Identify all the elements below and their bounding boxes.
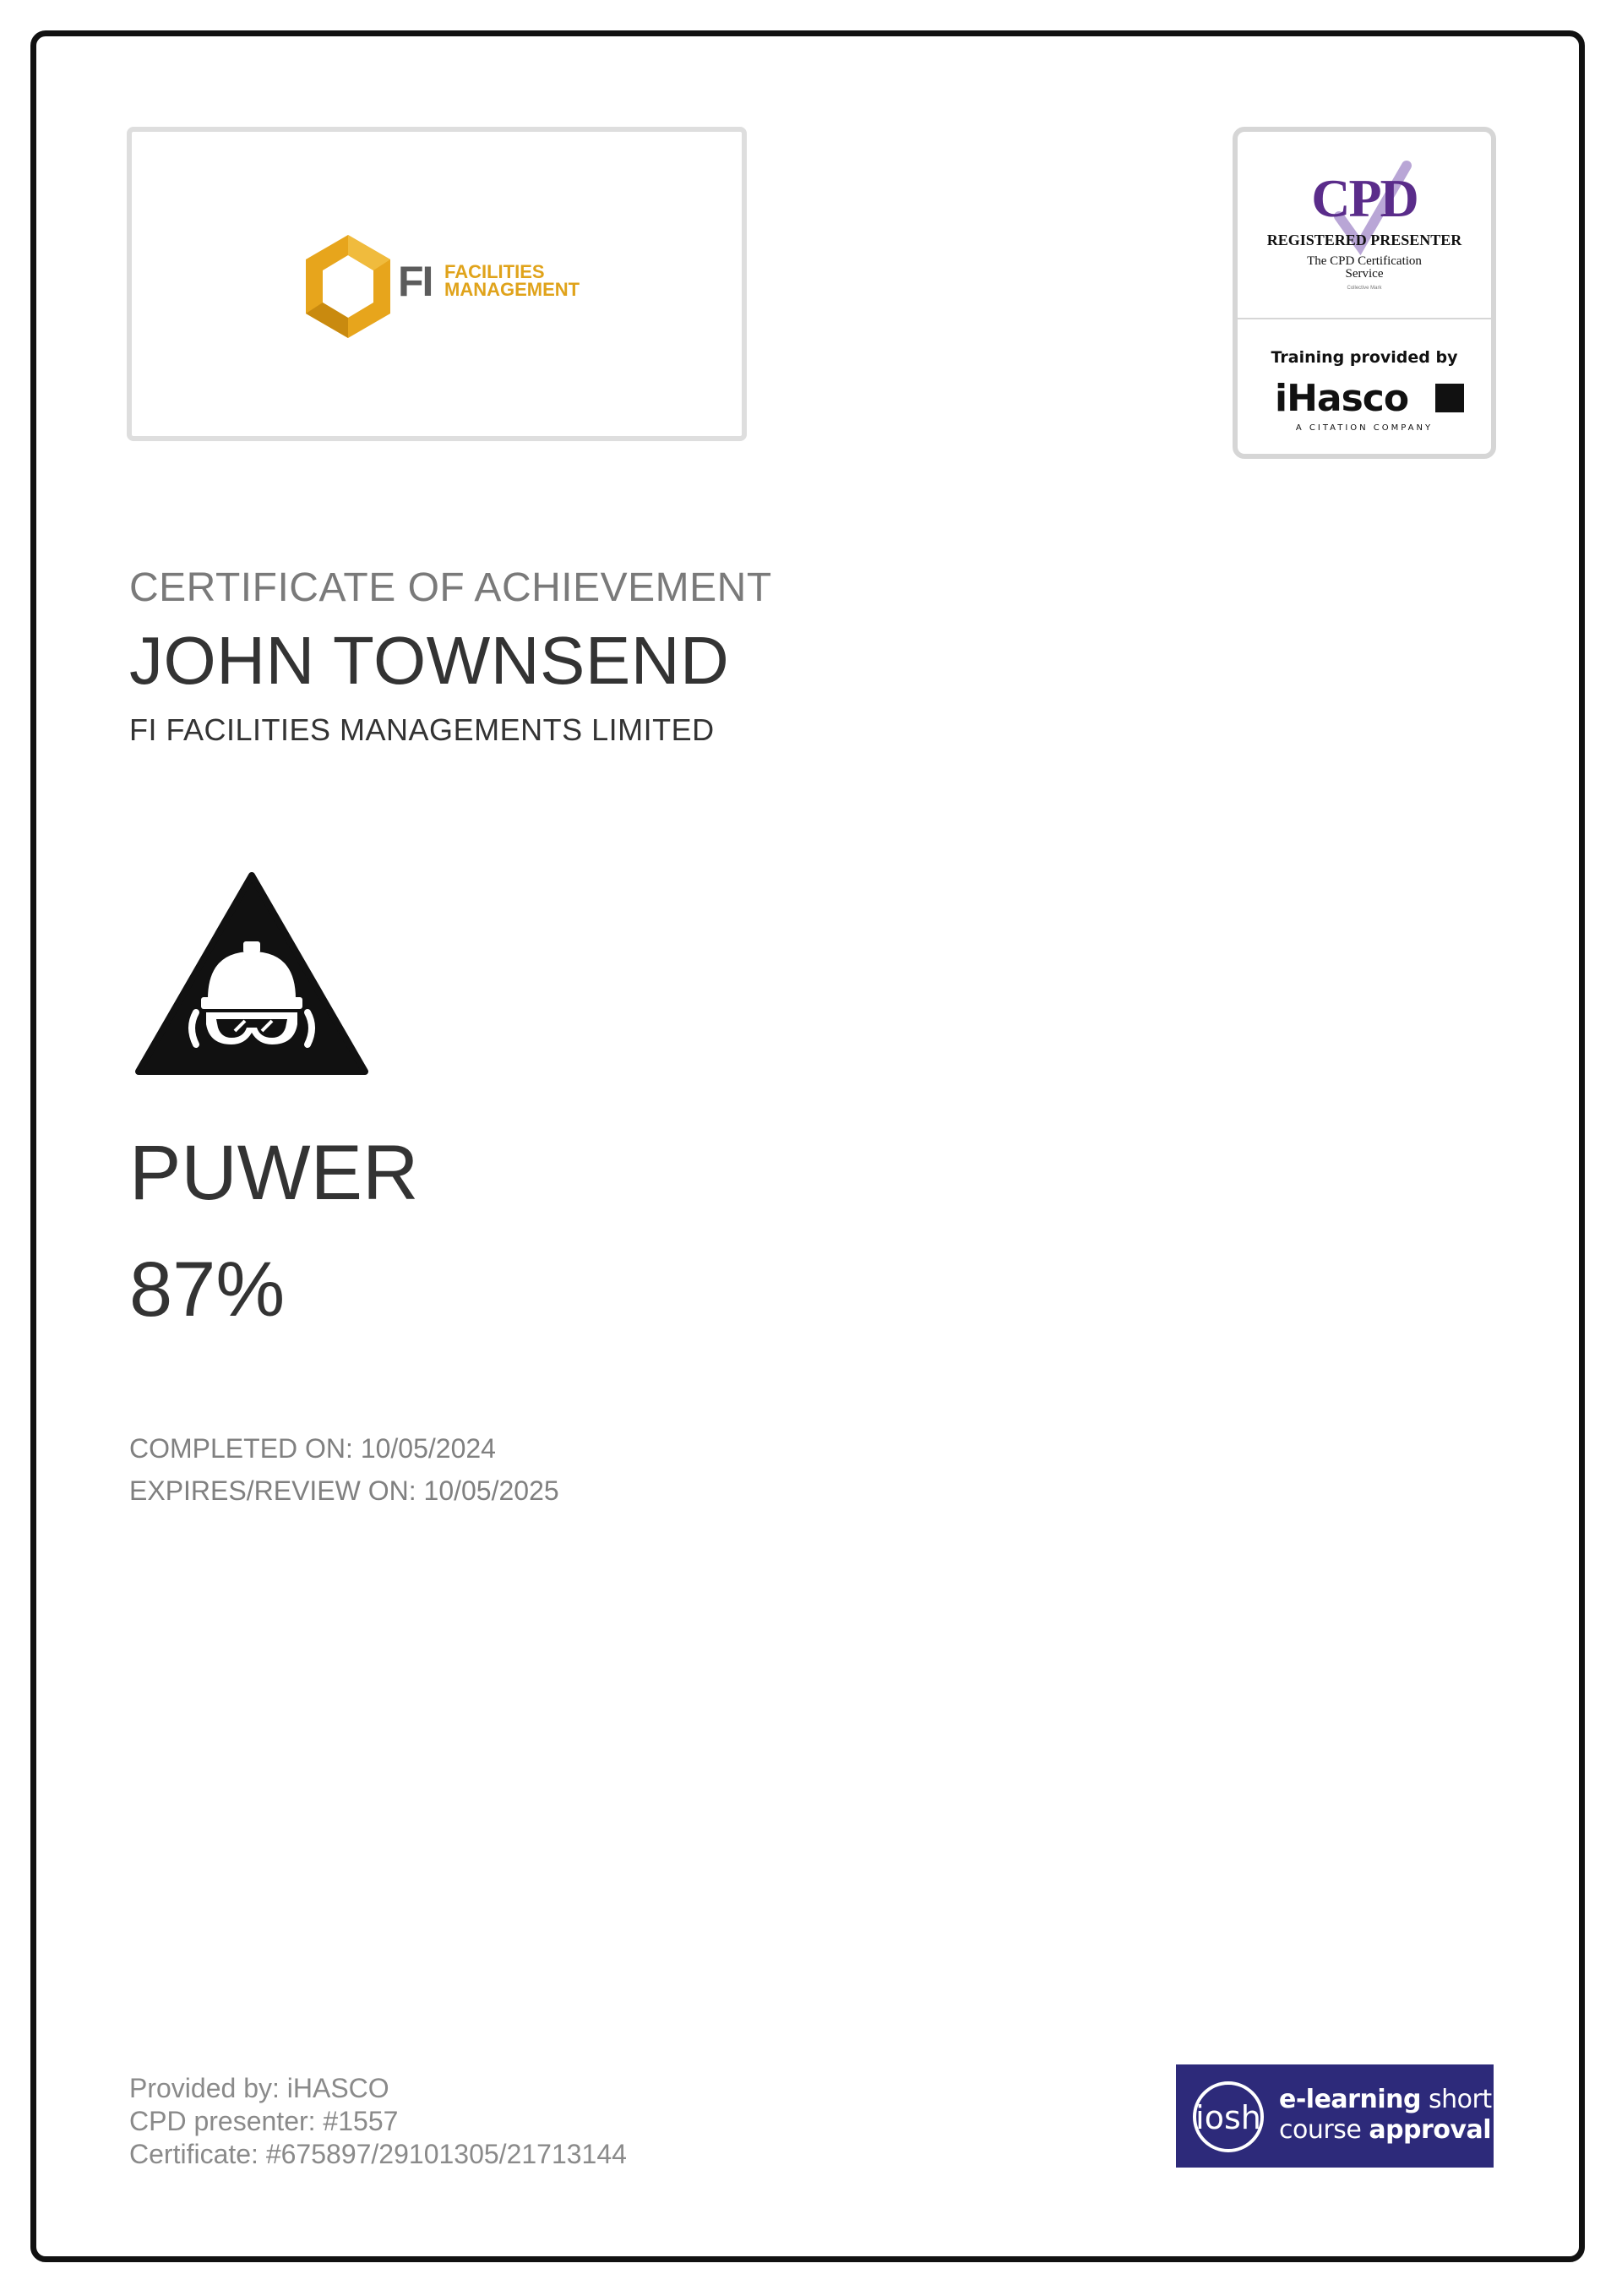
iosh-line1: [1279, 2085, 1492, 2115]
provided-by: Provided by: iHASCO: [129, 2073, 389, 2103]
iosh-course: course: [1279, 2115, 1369, 2145]
holder-name: JOHN TOWNSEND: [129, 623, 730, 698]
expires-date: EXPIRES/REVIEW ON: 10/05/2025: [129, 1475, 559, 1506]
iosh-logo-text: iosh: [1195, 2099, 1261, 2136]
iosh-badge-text: [1279, 2085, 1492, 2146]
ihasco-wordmark: iHasco: [1275, 377, 1409, 420]
logo-words: [444, 263, 580, 298]
cpd-logo: [1238, 132, 1491, 318]
iosh-line2: [1279, 2115, 1492, 2146]
training-provided-label: Training provided by: [1271, 348, 1458, 367]
cpd-registered-presenter: REGISTERED PRESENTER: [1266, 232, 1462, 248]
cpd-service-line1: The CPD Certification: [1307, 254, 1422, 268]
certificate-number: Certificate: #675897/29101305/21713144: [129, 2139, 627, 2169]
cpd-collective-mark: Collective Mark: [1347, 286, 1382, 291]
logo-line1: FACILITIES: [444, 261, 545, 282]
course-name: PUWER: [129, 1130, 419, 1216]
certificate-title: CERTIFICATE OF ACHIEVEMENT: [129, 565, 772, 610]
logo-line2: MANAGEMENT: [444, 279, 580, 300]
logo-letters: FI: [398, 258, 433, 305]
cpd-badge: [1233, 127, 1496, 459]
iosh-approval: approval: [1369, 2115, 1492, 2145]
ihasco-square-icon: [1435, 384, 1464, 412]
cpd-service-line2: Service: [1345, 267, 1384, 281]
provider-details: [129, 2072, 627, 2171]
iosh-approval-badge: [1176, 2064, 1494, 2168]
iosh-elearning: e-learning: [1279, 2085, 1421, 2114]
hexagon-logo-icon: [301, 232, 395, 341]
iosh-logo-icon: [1191, 2080, 1265, 2154]
completed-date: COMPLETED ON: 10/05/2024: [129, 1433, 496, 1464]
issuer-logo-box: [127, 127, 747, 441]
fi-facilities-logo: [301, 232, 588, 341]
safety-helmet-goggles-warning-icon: [133, 870, 370, 1077]
cpd-presenter-number: CPD presenter: #1557: [129, 2106, 399, 2136]
cpd-service: [1238, 255, 1491, 281]
course-score: 87%: [129, 1246, 286, 1333]
ihasco-logo: [1275, 377, 1469, 424]
cpd-letters: CPD: [1311, 168, 1418, 228]
citation-tagline: A CITATION COMPANY: [1295, 423, 1434, 433]
company-name: FI FACILITIES MANAGEMENTS LIMITED: [129, 712, 715, 747]
iosh-short: short: [1420, 2085, 1492, 2114]
badge-divider: [1238, 318, 1491, 319]
